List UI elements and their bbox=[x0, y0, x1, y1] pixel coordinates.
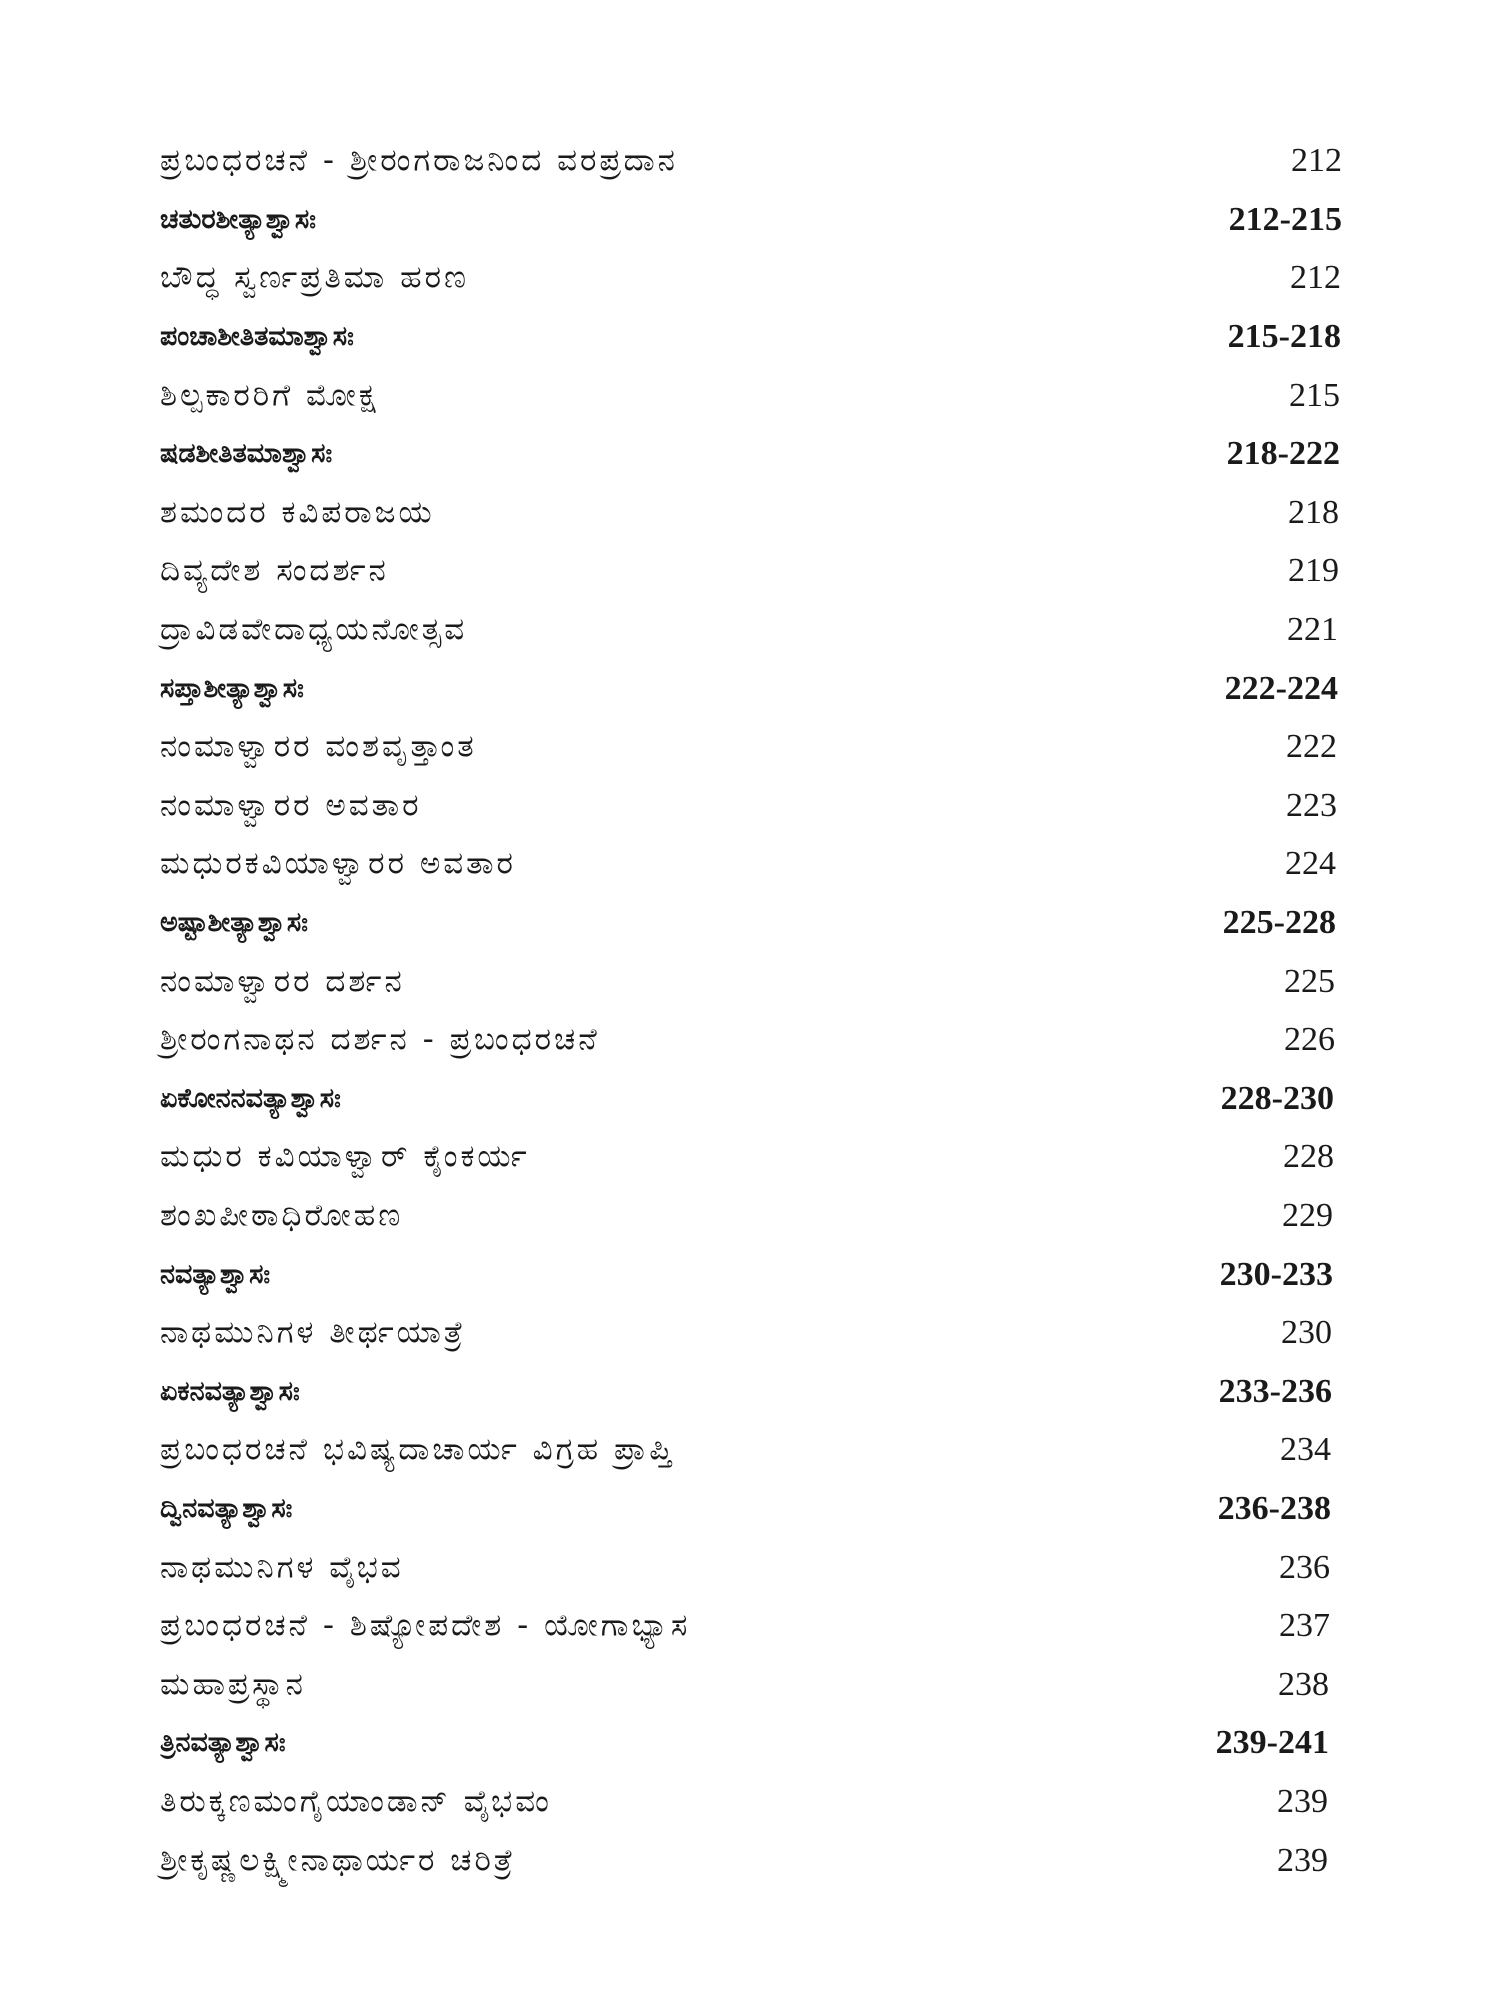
section-page-range: 239-241 bbox=[1215, 1724, 1329, 1762]
entry-title: ನಾಥಮುನಿಗಳ ತೀರ್ಥಯಾತ್ರೆ bbox=[160, 1314, 466, 1351]
toc-entry-row bbox=[0, 1655, 1500, 1714]
toc-entry-row bbox=[0, 718, 1500, 777]
toc-entry-row bbox=[0, 1187, 1500, 1246]
toc-entry-row bbox=[0, 1831, 1500, 1890]
entry-title: ಶಂಖಪೀಠಾಧಿರೋಹಣ bbox=[160, 1197, 404, 1234]
entry-title: ಮಹಾಪ್ರಸ್ಥಾನ bbox=[160, 1666, 306, 1703]
entry-page-number: 223 bbox=[1286, 786, 1337, 824]
entry-page-number: 239 bbox=[1277, 1782, 1328, 1820]
toc-entry-row bbox=[0, 366, 1500, 425]
toc-entry-row bbox=[0, 1304, 1500, 1363]
toc-entry-row bbox=[0, 1011, 1500, 1070]
toc-entry-row bbox=[0, 1128, 1500, 1187]
entry-title: ಶ್ರೀಕೃಷ್ಣಲಕ್ಷ್ಮೀನಾಥಾರ್ಯರ ಚರಿತ್ರೆ bbox=[160, 1842, 516, 1879]
section-page-range: 230-233 bbox=[1219, 1255, 1333, 1293]
entry-page-number: 228 bbox=[1283, 1138, 1334, 1176]
entry-page-number: 237 bbox=[1279, 1607, 1330, 1645]
section-heading-title: ಅಷ್ಟಾಶೀತ್ಯಾಶ್ವಾಸಃ bbox=[160, 907, 308, 939]
section-heading-row bbox=[0, 894, 1500, 953]
section-page-range: 236-238 bbox=[1217, 1489, 1331, 1527]
entry-title: ನಂಮಾಳ್ವಾರರ ದರ್ಶನ bbox=[160, 963, 405, 1000]
section-heading-title: ದ್ವಿನವತ್ಯಾಶ್ವಾಸಃ bbox=[160, 1492, 293, 1524]
toc-entry-row bbox=[0, 484, 1500, 543]
entry-title: ಪ್ರಬಂಧರಚನೆ - ಶ್ರೀರಂಗರಾಜನಿಂದ ವರಪ್ರದಾನ bbox=[160, 142, 678, 179]
section-heading-row bbox=[0, 425, 1500, 484]
toc-entry-row bbox=[0, 835, 1500, 894]
section-page-range: 215-218 bbox=[1227, 318, 1341, 356]
section-page-range: 212-215 bbox=[1228, 200, 1342, 238]
entry-page-number: 224 bbox=[1285, 845, 1336, 883]
section-heading-title: ತ್ರಿನವತ್ಯಾಶ್ವಾಸಃ bbox=[160, 1727, 286, 1759]
section-heading-row bbox=[0, 1714, 1500, 1773]
section-heading-row bbox=[0, 1480, 1500, 1539]
section-page-range: 218-222 bbox=[1226, 435, 1340, 473]
entry-page-number: 221 bbox=[1287, 611, 1338, 649]
toc-entry-row bbox=[0, 601, 1500, 660]
entry-title: ಪ್ರಬಂಧರಚನೆ ಭವಿಷ್ಯದಾಚಾರ್ಯ ವಿಗ್ರಹ ಪ್ರಾಪ್ತಿ bbox=[160, 1431, 675, 1468]
section-page-range: 233-236 bbox=[1218, 1372, 1332, 1410]
toc-entry-row bbox=[0, 777, 1500, 836]
entry-title: ದ್ರಾವಿಡವೇದಾಧ್ಯಯನೋತ್ಸವ bbox=[160, 611, 468, 648]
toc-entry-row bbox=[0, 249, 1500, 308]
section-page-range: 225-228 bbox=[1222, 904, 1336, 942]
entry-title: ನಂಮಾಳ್ವಾರರ ವಂಶವೃತ್ತಾಂತ bbox=[160, 728, 477, 765]
section-heading-title: ಷಡಶೀತಿತಮಾಶ್ವಾಸಃ bbox=[160, 438, 333, 470]
entry-title: ಬೌದ್ಧ ಸ್ವರ್ಣಪ್ರತಿಮಾ ಹರಣ bbox=[160, 259, 469, 296]
section-heading-row bbox=[0, 308, 1500, 367]
entry-page-number: 238 bbox=[1278, 1665, 1329, 1703]
entry-title: ದಿವ್ಯದೇಶ ಸಂದರ್ಶನ bbox=[160, 552, 389, 589]
entry-page-number: 215 bbox=[1289, 376, 1340, 414]
section-heading-title: ಸಪ್ತಾಶೀತ್ಯಾಶ್ವಾಸಃ bbox=[160, 672, 304, 704]
entry-page-number: 218 bbox=[1288, 493, 1339, 531]
entry-page-number: 234 bbox=[1280, 1431, 1331, 1469]
toc-entry-row bbox=[0, 1421, 1500, 1480]
section-heading-row bbox=[0, 1362, 1500, 1421]
entry-title: ಶಮಂದರ ಕವಿಪರಾಜಯ bbox=[160, 494, 435, 531]
entry-page-number: 212 bbox=[1290, 259, 1341, 297]
entry-title: ಮಧುರಕವಿಯಾಳ್ವಾರರ ಅವತಾರ bbox=[160, 845, 516, 882]
section-heading-row bbox=[0, 1245, 1500, 1304]
entry-title: ಮಧುರ ಕವಿಯಾಳ್ವಾರ್ ಕೈಂಕರ್ಯ bbox=[160, 1138, 530, 1175]
toc-entry-row bbox=[0, 542, 1500, 601]
entry-page-number: 212 bbox=[1291, 142, 1342, 180]
entry-title: ನಂಮಾಳ್ವಾರರ ಅವತಾರ bbox=[160, 787, 422, 824]
toc-entry-row bbox=[0, 1538, 1500, 1597]
entry-page-number: 222 bbox=[1286, 728, 1337, 766]
entry-page-number: 226 bbox=[1284, 1021, 1335, 1059]
toc-entry-row bbox=[0, 132, 1500, 191]
section-heading-title: ನವತ್ಯಾಶ್ವಾಸಃ bbox=[160, 1258, 271, 1290]
entry-page-number: 230 bbox=[1281, 1314, 1332, 1352]
toc-entry-row bbox=[0, 952, 1500, 1011]
entry-title: ಶ್ರೀರಂಗನಾಥನ ದರ್ಶನ - ಪ್ರಬಂಧರಚನೆ bbox=[160, 1021, 600, 1058]
section-page-range: 222-224 bbox=[1224, 669, 1338, 707]
section-heading-row bbox=[0, 659, 1500, 718]
toc-entry-row bbox=[0, 1773, 1500, 1832]
entry-title: ನಾಥಮುನಿಗಳ ವೈಭವ bbox=[160, 1549, 404, 1586]
entry-page-number: 236 bbox=[1279, 1548, 1330, 1586]
entry-title: ಶಿಲ್ಪಕಾರರಿಗೆ ಮೋಕ್ಷ bbox=[160, 377, 379, 414]
section-heading-title: ಪಂಚಾಶೀತಿತಮಾಶ್ವಾಸಃ bbox=[160, 321, 354, 353]
entry-page-number: 225 bbox=[1284, 962, 1335, 1000]
entry-title: ತಿರುಕ್ಕಣಮಂಗೈಯಾಂಡಾನ್ ವೈಭವಂ bbox=[160, 1783, 552, 1820]
section-heading-title: ಚತುರಶೀತ್ಯಾಶ್ವಾಸಃ bbox=[160, 203, 316, 235]
toc-entry-row bbox=[0, 1597, 1500, 1656]
section-heading-row bbox=[0, 1070, 1500, 1129]
entry-title: ಪ್ರಬಂಧರಚನೆ - ಶಿಷ್ಯೋಪದೇಶ - ಯೋಗಾಭ್ಯಾಸ bbox=[160, 1607, 691, 1644]
table-of-contents bbox=[0, 132, 1500, 1890]
section-page-range: 228-230 bbox=[1220, 1079, 1334, 1117]
entry-page-number: 239 bbox=[1277, 1841, 1328, 1879]
entry-page-number: 229 bbox=[1282, 1196, 1333, 1234]
section-heading-title: ಏಕನವತ್ಯಾಶ್ವಾಸಃ bbox=[160, 1375, 300, 1407]
section-heading-title: ಏಕೋನನವತ್ಯಾಶ್ವಾಸಃ bbox=[160, 1082, 341, 1114]
section-heading-row bbox=[0, 191, 1500, 250]
entry-page-number: 219 bbox=[1288, 552, 1339, 590]
